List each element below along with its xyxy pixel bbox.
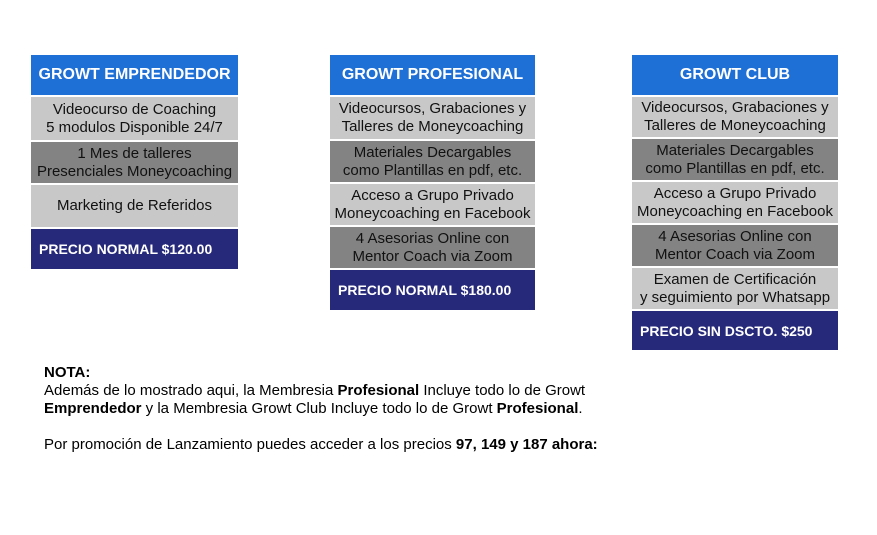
plan-emprendedor: [31, 55, 238, 271]
promo-prices: 97, 149 y 187 ahora:: [455, 436, 598, 453]
note-bold: Profesional: [496, 400, 579, 417]
note-text: Además de lo mostrado aqui, la Membresia: [44, 382, 338, 399]
plan-feature: Videocurso de Coaching 5 modulos Disponible 24/7: [31, 97, 238, 140]
note-text: Incluye todo lo de Growt: [419, 382, 586, 399]
plan-profesional: [330, 55, 535, 312]
plan-feature: Materiales Decargables como Plantillas en pdf, etc.: [330, 141, 535, 182]
plan-price: PRECIO SIN DSCTO. $250: [632, 311, 838, 350]
plan-feature: 1 Mes de talleres Presenciales Moneycoaching: [31, 142, 238, 183]
note-title: NOTA:: [44, 364, 91, 381]
plan-feature: Videocursos, Grabaciones y Talleres de Moneycoaching: [632, 97, 838, 137]
plan-header: GROWT CLUB: [632, 55, 838, 95]
plan-feature: Acceso a Grupo Privado Moneycoaching en Facebook: [632, 182, 838, 223]
plan-feature: 4 Asesorias Online con Mentor Coach via Zoom: [330, 227, 535, 268]
note-text: y la Membresia Growt Club Incluye todo lo de Growt: [141, 400, 497, 417]
plan-feature: Materiales Decargables como Plantillas en pdf, etc.: [632, 139, 838, 180]
note-section: [44, 364, 844, 454]
plan-feature: Examen de Certificación y seguimiento por Whatsapp: [632, 268, 838, 309]
plan-feature: 4 Asesorias Online con Mentor Coach via Zoom: [632, 225, 838, 266]
plan-header: GROWT PROFESIONAL: [330, 55, 535, 95]
promo-text: Por promoción de Lanzamiento puedes acceder a los precios: [44, 436, 456, 453]
note-line-2: [44, 400, 844, 418]
plan-price: PRECIO NORMAL $120.00: [31, 229, 238, 269]
note-bold: Emprendedor: [44, 400, 142, 417]
promo-line: [44, 436, 844, 454]
note-line-1: [44, 382, 844, 400]
plan-header: GROWT EMPRENDEDOR: [31, 55, 238, 95]
plan-club: [632, 55, 838, 352]
note-bold: Profesional: [337, 382, 420, 399]
plan-feature: Marketing de Referidos: [31, 185, 238, 227]
plan-feature: Acceso a Grupo Privado Moneycoaching en Facebook: [330, 184, 535, 225]
plan-feature: Videocursos, Grabaciones y Talleres de Moneycoaching: [330, 97, 535, 139]
plan-price: PRECIO NORMAL $180.00: [330, 270, 535, 310]
note-text: .: [578, 400, 583, 417]
